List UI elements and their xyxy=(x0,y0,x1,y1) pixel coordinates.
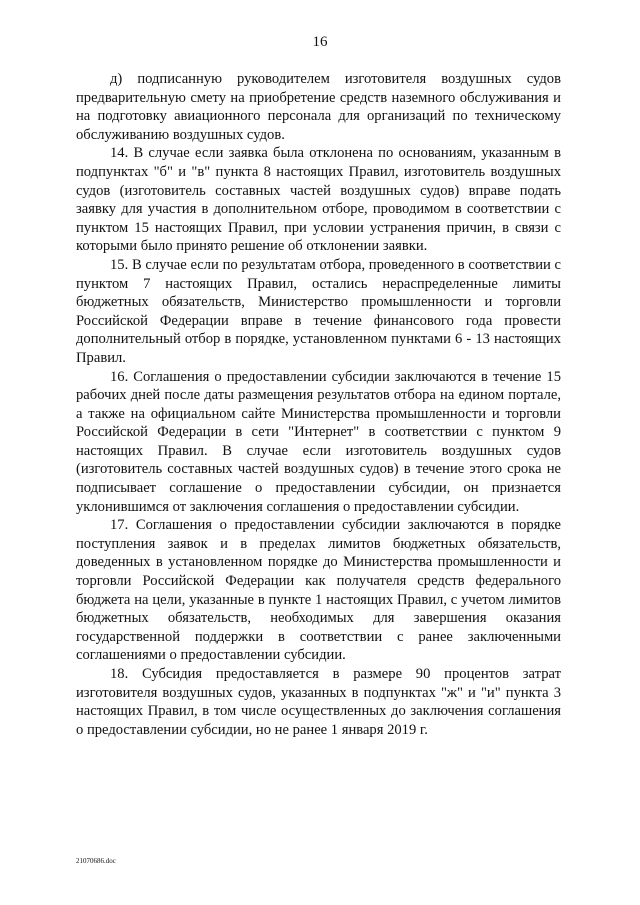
page-number: 16 xyxy=(312,34,328,50)
paragraph-16: 16. Соглашения о предоставлении субсидии заключаются в течение 15 рабочих дней после даты размещения результатов отбора на едином портале, а также на официальном сайте Министерства промышленности и торговли Российской Федерации в сети "Интернет" в соответствии с пунктом 9 настоящих Правил. В случае если изготовитель воздушных судов (изготовитель составных частей воздушных судов) в течение этого срока не подписывает соглашение о предоставлении субсидии, он признается уклонившимся от заключения соглашения о предоставлении субсидии. xyxy=(76,368,561,515)
paragraph-15: 15. В случае если по результатам отбора, проведенного в соответствии с пунктом 7 настоящих Правил, остались нераспределенные лимиты бюджетных обязательств, Министерство промышленности и торговли Российской Федерации вправе в течение финансового года провести дополнительный отбор в порядке, установленном пунктами 6 - 13 настоящих Правил. xyxy=(76,256,561,366)
paragraph-18: 18. Субсидия предоставляется в размере 90 процентов затрат изготовителя воздушных судов, указанных в подпунктах "ж" и "и" пункта 3 настоящих Правил, в том числе осуществленных до заключения соглашения о предоставлении субсидии, но не ранее 1 января 2019 г. xyxy=(76,666,561,738)
paragraph-d: д) подписанную руководителем изготовителя воздушных судов предварительную смету на приобретение средств наземного обслуживания и на подготовку авиационного персонала для организаций по техническому обслуживанию воздушных судов. xyxy=(76,71,561,143)
paragraph-14: 14. В случае если заявка была отклонена по основаниям, указанным в подпунктах "б" и "в" пункта 8 настоящих Правил, изготовитель воздушных судов (изготовитель составных частей воздушных судов) вправе подать заявку для участия в дополнительном отборе, проводимом в соответствии с пунктом 15 настоящих Правил, при условии устранения причин, в связи с которыми было принято решение об отклонении заявки. xyxy=(76,145,561,255)
paragraph-17: 17. Соглашения о предоставлении субсидии заключаются в порядке поступления заявок и в пределах лимитов бюджетных обязательств, доведенных в установленном порядке до Министерства промышленности и торговли Российской Федерации как получателя средств федерального бюджета на цели, указанные в пункте 1 настоящих Правил, с учетом лимитов бюджетных обязательств, необходимых для завершения оказания государственной поддержки в соответствии с ранее заключенными соглашениями о предоставлении субсидии. xyxy=(76,517,561,664)
footer-doc-code: 21070686.doc xyxy=(76,857,116,865)
document-body xyxy=(76,70,561,739)
